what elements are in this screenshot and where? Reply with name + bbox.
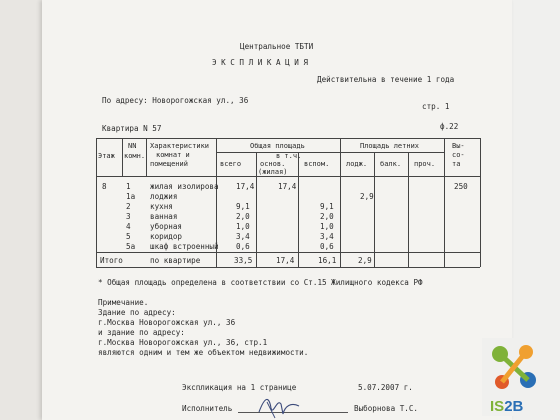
col-nn-sub: комн. — [124, 152, 146, 160]
cell-name: шкаф встроенный — [150, 242, 219, 251]
note-line: г.Москва Новорогожская ул., 36, стр.1 — [98, 338, 268, 347]
col-loggia: лодж. — [346, 160, 368, 168]
table-line-inner — [340, 152, 444, 153]
cell-name: коридор — [150, 232, 183, 241]
col-height-2: со- — [452, 151, 465, 159]
cell-aux: 3,4 — [320, 232, 334, 241]
col-height: Вы- — [452, 142, 465, 150]
col-incl: в т.ч. — [276, 152, 302, 160]
cell-name: кухня — [150, 202, 173, 211]
cell-all: 3,4 — [236, 232, 250, 241]
is2b-logo-text: IS2B — [490, 398, 524, 415]
cell-nn: 4 — [126, 222, 131, 231]
col-height-3: та — [452, 160, 461, 168]
note-line: являются одним и тем же объектом недвижимости. — [98, 348, 309, 357]
cell-all: 0,6 — [236, 242, 250, 251]
cell-nn: 2 — [126, 202, 131, 211]
col-other: проч. — [414, 160, 436, 168]
page-number: стр. 1 — [422, 102, 450, 111]
table-total-top — [96, 252, 480, 253]
cell-aux: 9,1 — [320, 202, 334, 211]
total-main: 17,4 — [276, 256, 295, 265]
address-text: По адресу: Новорогожская ул., 36 — [102, 96, 249, 105]
col-main-sub: (жилая) — [258, 168, 288, 176]
col-char: Характеристики — [150, 142, 210, 150]
cell-nn: 1 — [126, 182, 131, 191]
table-border-top — [96, 138, 480, 139]
table-border-left — [96, 138, 97, 267]
col-char-2: комнат и — [156, 151, 190, 159]
cell-name: ванная — [150, 212, 178, 221]
col-char-3: помещений — [150, 160, 188, 168]
footnote: * Общая площадь определена в соответствии со Ст.15 Жилищного кодекса РФ — [98, 278, 423, 287]
col-nn: NN — [128, 142, 137, 150]
apartment-number: Квартира N 57 — [102, 124, 162, 133]
cell-all: 1,0 — [236, 222, 250, 231]
cell-aux: 0,6 — [320, 242, 334, 251]
total-aux: 16,1 — [318, 256, 337, 265]
cell-main: 17,4 — [278, 182, 297, 191]
cell-nn: 1а — [126, 192, 136, 201]
table-border-right — [480, 138, 481, 267]
table-col-line — [256, 152, 257, 267]
note-line: Здание по адресу: — [98, 308, 176, 317]
total-label-2: по квартире — [150, 256, 201, 265]
org-name: Центральное ТБТИ — [240, 42, 314, 51]
pages-count: Экспликация на 1 странице — [182, 383, 297, 392]
document-date: 5.07.2007 г. — [358, 383, 413, 392]
table-header-bottom — [96, 176, 480, 177]
total-label: Итого — [100, 256, 123, 265]
cell-aux: 2,0 — [320, 212, 334, 221]
cell-nn: 5а — [126, 242, 136, 251]
executor-label: Исполнитель — [182, 404, 233, 413]
cell-all: 2,0 — [236, 212, 250, 221]
cell-height: 250 — [454, 182, 468, 191]
cell-loggia: 2,9 — [360, 192, 374, 201]
signature — [255, 392, 305, 420]
note-line: г.Москва Новорогожская ул., 36 — [98, 318, 236, 327]
table-col-line — [374, 152, 375, 267]
form-number: ф.22 — [440, 122, 459, 131]
cell-nn: 3 — [126, 212, 131, 221]
document-page — [42, 0, 512, 420]
col-total-area: Общая площадь — [250, 142, 305, 150]
cell-name: лоджия — [150, 192, 178, 201]
table-col-line — [298, 152, 299, 267]
table-col-line — [444, 138, 445, 267]
executor-name: Выборнова Т.С. — [354, 404, 419, 413]
total-all: 33,5 — [234, 256, 253, 265]
col-balcony: балк. — [380, 160, 402, 168]
col-floor: Этаж — [98, 152, 115, 160]
cell-floor: 8 — [102, 182, 107, 191]
col-all: всего — [220, 160, 242, 168]
table-col-line — [122, 138, 123, 176]
cell-name: жилая изолирова — [150, 182, 219, 191]
table-col-line — [408, 152, 409, 267]
cell-aux: 1,0 — [320, 222, 334, 231]
col-main: основ. — [260, 160, 286, 168]
total-loggia: 2,9 — [358, 256, 372, 265]
col-aux: вспом. — [304, 160, 330, 168]
cell-all: 9,1 — [236, 202, 250, 211]
cell-nn: 5 — [126, 232, 131, 241]
table-col-line — [146, 138, 147, 176]
note-title: Примечание. — [98, 298, 149, 307]
col-summer-area: Площадь летних — [360, 142, 420, 150]
validity-text: Действительна в течение 1 года — [317, 75, 455, 84]
document-title: Э К С П Л И К А Ц И Я — [212, 58, 309, 67]
cell-name: уборная — [150, 222, 183, 231]
cell-all: 17,4 — [236, 182, 255, 191]
table-border-bottom — [96, 267, 480, 268]
table-col-line — [340, 138, 341, 267]
note-line: и здание по адресу: — [98, 328, 185, 337]
